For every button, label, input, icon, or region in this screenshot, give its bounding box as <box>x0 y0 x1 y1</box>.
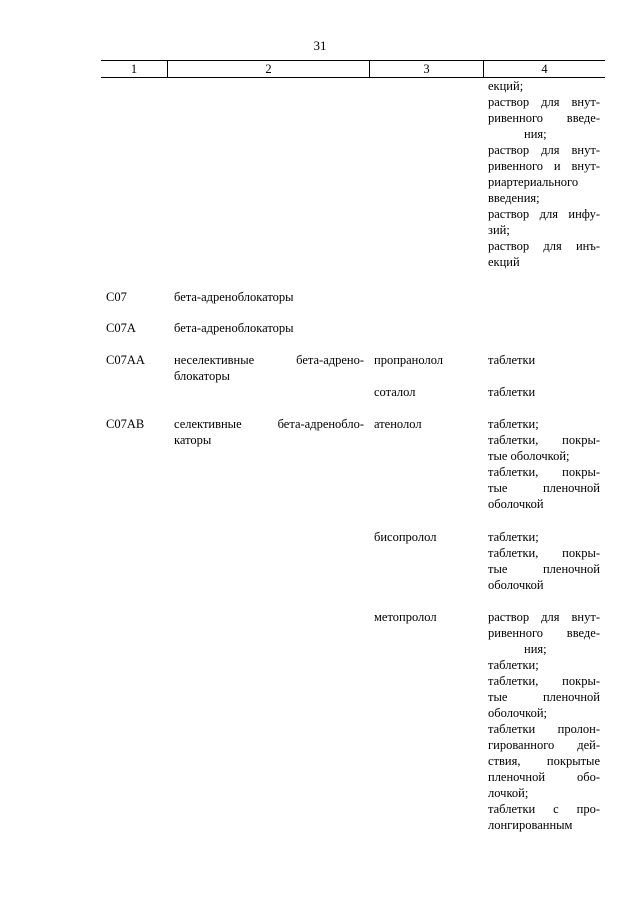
form-line: таблетки, покры- <box>488 433 600 447</box>
atc-code: C07 <box>106 290 127 304</box>
group-name-line: блокаторы <box>174 369 230 383</box>
form-line: гированного дей- <box>488 738 600 752</box>
group-name-line: селективные бета-адренобло- <box>174 417 364 431</box>
form-line: лонгированным <box>488 818 573 832</box>
form-line: таблетки; <box>488 658 539 672</box>
atc-group-name <box>174 352 364 384</box>
atc-group-name: бета-адреноблокаторы <box>174 321 294 335</box>
form-line: таблетки, покры- <box>488 465 600 479</box>
form-line: ния; <box>524 642 547 656</box>
header-col-2: 2 <box>265 62 272 76</box>
form-line: екций <box>488 255 520 269</box>
dosage-form: таблетки <box>488 385 536 399</box>
form-line: ривенного введе- <box>488 626 600 640</box>
form-line: введения; <box>488 191 540 205</box>
atc-code: C07A <box>106 321 136 335</box>
form-line: таблетки, покры- <box>488 674 600 688</box>
dosage-form: таблетки <box>488 353 536 367</box>
atc-code: C07AB <box>106 417 145 431</box>
drug-name: пропранолол <box>374 353 444 367</box>
form-line: раствор для инъ- <box>488 239 600 253</box>
form-line: оболочкой; <box>488 706 547 720</box>
form-line: таблетки; <box>488 530 539 544</box>
table-header <box>101 60 605 78</box>
drug-name: атенолол <box>374 417 422 431</box>
atc-group-name: бета-адреноблокаторы <box>174 290 294 304</box>
dosage-forms <box>488 529 600 593</box>
header-col-1: 1 <box>130 62 138 76</box>
form-line: оболочкой <box>488 578 544 592</box>
group-name-line: неселективные бета-адрено- <box>174 353 364 367</box>
drug-name: бисопролол <box>374 530 437 544</box>
form-line: тые пленочной <box>488 562 600 576</box>
form-line: риартериального <box>488 175 579 189</box>
form-line: таблетки, покры- <box>488 546 600 560</box>
header-col-3: 3 <box>423 62 430 76</box>
atc-group-name <box>174 416 364 448</box>
form-line: ствия, покрытые <box>488 754 600 768</box>
drug-name: соталол <box>374 385 416 399</box>
dosage-forms <box>488 609 600 833</box>
form-line: раствор для внут- <box>488 610 600 624</box>
carry-over-forms <box>488 78 600 270</box>
form-line: раствор для инфу- <box>488 207 600 221</box>
dosage-forms <box>488 416 600 512</box>
form-line: ривенного введе- <box>488 111 600 125</box>
form-line: пленочной обо- <box>488 770 600 784</box>
drug-name: метопролол <box>374 610 437 624</box>
form-line: оболочкой <box>488 497 544 511</box>
form-line: таблетки пролон- <box>488 722 600 736</box>
atc-code: C07AA <box>106 353 145 367</box>
form-line: тые пленочной <box>488 690 600 704</box>
form-line: лочкой; <box>488 786 529 800</box>
form-line: таблетки; <box>488 417 539 431</box>
form-line: раствор для внут- <box>488 95 600 109</box>
form-line: екций; <box>488 79 524 93</box>
header-col-4: 4 <box>541 62 548 76</box>
form-line: ривенного и внут- <box>488 159 600 173</box>
form-line: тые оболочкой; <box>488 449 570 463</box>
form-line: раствор для внут- <box>488 143 600 157</box>
form-line: таблетки с про- <box>488 802 600 816</box>
form-line: ния; <box>524 127 547 141</box>
form-line: зий; <box>488 223 510 237</box>
group-name-line: каторы <box>174 433 212 447</box>
form-line: тые пленочной <box>488 481 600 495</box>
page-number: 31 <box>313 38 327 53</box>
